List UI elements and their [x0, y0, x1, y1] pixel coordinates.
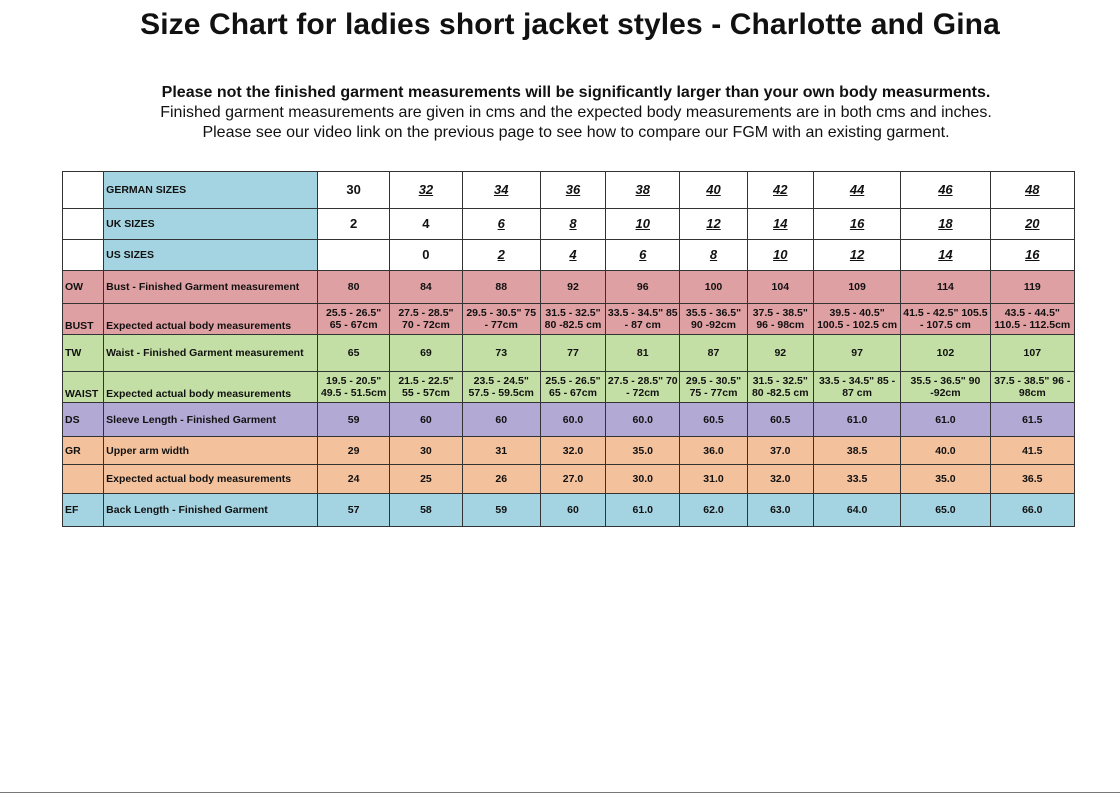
table-cell: 38 — [606, 172, 680, 209]
table-cell: 35.5 - 36.5" 90 -92cm — [901, 372, 990, 403]
page-bottom-border — [0, 792, 1120, 793]
table-cell: 2 — [318, 209, 390, 240]
row-code: BUST — [63, 304, 104, 335]
table-cell: 39.5 - 40.5" 100.5 - 102.5 cm — [813, 304, 900, 335]
table-cell: 92 — [540, 271, 605, 304]
table-cell: 32.0 — [540, 437, 605, 465]
table-cell: 41.5 - 42.5" 105.5 - 107.5 cm — [901, 304, 990, 335]
table-cell: 12 — [680, 209, 747, 240]
table-cell: 48 — [990, 172, 1074, 209]
table-row — [63, 372, 1075, 403]
table-row — [63, 240, 1075, 271]
table-cell: 14 — [747, 209, 813, 240]
table-cell: 29.5 - 30.5" 75 - 77cm — [462, 304, 540, 335]
row-label: Waist - Finished Garment measurement — [104, 335, 318, 372]
table-cell: 64.0 — [813, 494, 900, 527]
table-cell: 57 — [318, 494, 390, 527]
table-row — [63, 403, 1075, 437]
row-code — [63, 240, 104, 271]
table-cell: 27.5 - 28.5" 70 - 72cm — [606, 372, 680, 403]
row-label: Back Length - Finished Garment — [104, 494, 318, 527]
table-cell: 60.0 — [540, 403, 605, 437]
size-chart-table — [62, 171, 1075, 527]
table-cell: 36 — [540, 172, 605, 209]
table-cell: 65.0 — [901, 494, 990, 527]
row-code — [63, 172, 104, 209]
table-cell: 37.0 — [747, 437, 813, 465]
table-cell: 21.5 - 22.5" 55 - 57cm — [390, 372, 462, 403]
table-cell: 35.5 - 36.5" 90 -92cm — [680, 304, 747, 335]
table-cell: 0 — [390, 240, 462, 271]
table-cell: 31 — [462, 437, 540, 465]
table-cell: 8 — [680, 240, 747, 271]
table-cell: 18 — [901, 209, 990, 240]
table-cell: 73 — [462, 335, 540, 372]
row-label: Expected actual body measurements — [104, 304, 318, 335]
table-cell: 25.5 - 26.5" 65 - 67cm — [540, 372, 605, 403]
row-label: Upper arm width — [104, 437, 318, 465]
note-line: Please see our video link on the previous page to see how to compare our FGM with an existing garment. — [202, 124, 950, 141]
row-code — [63, 465, 104, 494]
table-cell: 31.0 — [680, 465, 747, 494]
table-cell: 24 — [318, 465, 390, 494]
row-code: TW — [63, 335, 104, 372]
table-row — [63, 172, 1075, 209]
table-cell: 43.5 - 44.5" 110.5 - 112.5cm — [990, 304, 1074, 335]
row-code: GR — [63, 437, 104, 465]
row-code: OW — [63, 271, 104, 304]
table-cell: 4 — [390, 209, 462, 240]
table-cell: 30 — [390, 437, 462, 465]
table-cell: 31.5 - 32.5" 80 -82.5 cm — [540, 304, 605, 335]
table-cell: 65 — [318, 335, 390, 372]
table-cell: 66.0 — [990, 494, 1074, 527]
table-cell: 14 — [901, 240, 990, 271]
table-cell: 60.5 — [747, 403, 813, 437]
table-cell: 10 — [606, 209, 680, 240]
table-cell: 37.5 - 38.5" 96 - 98cm — [990, 372, 1074, 403]
table-cell: 69 — [390, 335, 462, 372]
table-cell: 77 — [540, 335, 605, 372]
table-cell: 16 — [990, 240, 1074, 271]
table-cell: 27.0 — [540, 465, 605, 494]
table-row — [63, 494, 1075, 527]
row-code: DS — [63, 403, 104, 437]
table-cell: 60.5 — [680, 403, 747, 437]
table-row — [63, 209, 1075, 240]
row-label: Expected actual body measurements — [104, 465, 318, 494]
table-cell: 25.5 - 26.5" 65 - 67cm — [318, 304, 390, 335]
table-cell: 114 — [901, 271, 990, 304]
table-row — [63, 304, 1075, 335]
table-cell: 33.5 - 34.5" 85 - 87 cm — [813, 372, 900, 403]
row-label: Bust - Finished Garment measurement — [104, 271, 318, 304]
table-cell: 100 — [680, 271, 747, 304]
row-code: EF — [63, 494, 104, 527]
table-cell: 60.0 — [606, 403, 680, 437]
table-cell — [318, 240, 390, 271]
notes — [0, 83, 1120, 143]
table-cell: 38.5 — [813, 437, 900, 465]
row-code — [63, 209, 104, 240]
row-label: Sleeve Length - Finished Garment — [104, 403, 318, 437]
table-cell: 84 — [390, 271, 462, 304]
table-cell: 32 — [390, 172, 462, 209]
table-cell: 63.0 — [747, 494, 813, 527]
table-cell: 36.5 — [990, 465, 1074, 494]
table-cell: 30 — [318, 172, 390, 209]
table-cell: 104 — [747, 271, 813, 304]
table-cell: 25 — [390, 465, 462, 494]
table-cell: 87 — [680, 335, 747, 372]
table-cell: 88 — [462, 271, 540, 304]
table-cell: 35.0 — [606, 437, 680, 465]
row-label: GERMAN SIZES — [104, 172, 318, 209]
table-cell: 61.5 — [990, 403, 1074, 437]
table-cell: 2 — [462, 240, 540, 271]
table-cell: 30.0 — [606, 465, 680, 494]
table-cell: 37.5 - 38.5" 96 - 98cm — [747, 304, 813, 335]
table-cell: 60 — [390, 403, 462, 437]
table-cell: 12 — [813, 240, 900, 271]
table-cell: 81 — [606, 335, 680, 372]
table-cell: 92 — [747, 335, 813, 372]
table-cell: 36.0 — [680, 437, 747, 465]
table-cell: 35.0 — [901, 465, 990, 494]
table-cell: 33.5 - 34.5" 85 - 87 cm — [606, 304, 680, 335]
table-cell: 60 — [462, 403, 540, 437]
table-cell: 60 — [540, 494, 605, 527]
table-cell: 19.5 - 20.5" 49.5 - 51.5cm — [318, 372, 390, 403]
table-cell: 59 — [462, 494, 540, 527]
row-label: US SIZES — [104, 240, 318, 271]
table-cell: 96 — [606, 271, 680, 304]
table-cell: 102 — [901, 335, 990, 372]
table-row — [63, 437, 1075, 465]
row-label: Expected actual body measurements — [104, 372, 318, 403]
row-code: WAIST — [63, 372, 104, 403]
table-cell: 29 — [318, 437, 390, 465]
table-cell: 80 — [318, 271, 390, 304]
table-cell: 29.5 - 30.5" 75 - 77cm — [680, 372, 747, 403]
table-cell: 34 — [462, 172, 540, 209]
table-cell: 32.0 — [747, 465, 813, 494]
table-cell: 27.5 - 28.5" 70 - 72cm — [390, 304, 462, 335]
table-cell: 97 — [813, 335, 900, 372]
row-label: UK SIZES — [104, 209, 318, 240]
table-cell: 10 — [747, 240, 813, 271]
table-cell: 61.0 — [901, 403, 990, 437]
table-cell: 31.5 - 32.5" 80 -82.5 cm — [747, 372, 813, 403]
table-cell: 58 — [390, 494, 462, 527]
table-cell: 119 — [990, 271, 1074, 304]
table-row — [63, 465, 1075, 494]
table-cell: 20 — [990, 209, 1074, 240]
table-cell: 4 — [540, 240, 605, 271]
note-line: Please not the finished garment measurements will be significantly larger than your own body measurments. — [161, 84, 991, 101]
table-cell: 44 — [813, 172, 900, 209]
table-row — [63, 271, 1075, 304]
table-cell: 62.0 — [680, 494, 747, 527]
table-cell: 40.0 — [901, 437, 990, 465]
table-cell: 6 — [606, 240, 680, 271]
table-cell: 109 — [813, 271, 900, 304]
table-cell: 26 — [462, 465, 540, 494]
table-row — [63, 335, 1075, 372]
table-cell: 40 — [680, 172, 747, 209]
table-cell: 8 — [540, 209, 605, 240]
table-cell: 107 — [990, 335, 1074, 372]
table-cell: 41.5 — [990, 437, 1074, 465]
table-cell: 61.0 — [813, 403, 900, 437]
table-cell: 46 — [901, 172, 990, 209]
table-cell: 23.5 - 24.5" 57.5 - 59.5cm — [462, 372, 540, 403]
page-title: Size Chart for ladies short jacket styles - Charlotte and Gina — [140, 8, 1000, 41]
table-cell: 59 — [318, 403, 390, 437]
note-line: Finished garment measurements are given in cms and the expected body measurements are in both cms and inches. — [160, 104, 992, 121]
table-cell: 61.0 — [606, 494, 680, 527]
table-cell: 33.5 — [813, 465, 900, 494]
table-cell: 16 — [813, 209, 900, 240]
table-cell: 42 — [747, 172, 813, 209]
table-cell: 6 — [462, 209, 540, 240]
